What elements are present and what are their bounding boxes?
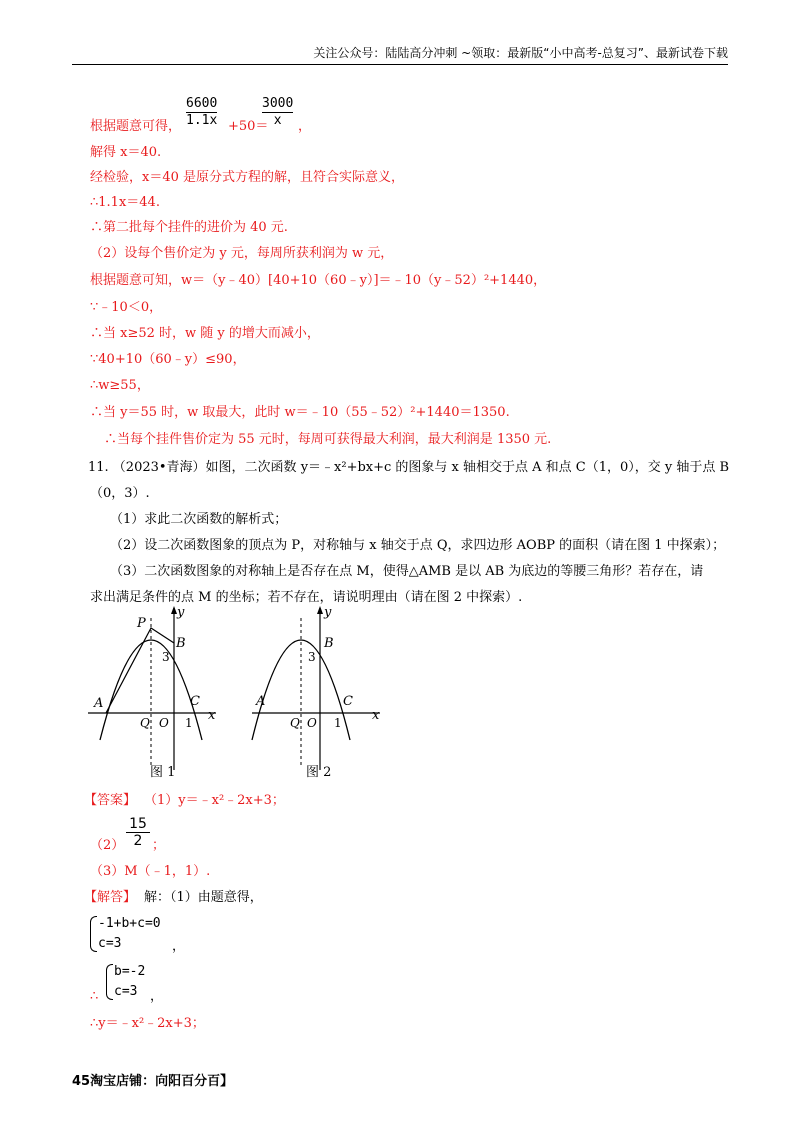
question-3-line1: （3）二次函数图象的对称轴上是否存在点 M，使得△AMB 是以 AB 为底边的等腰三角形？若存在，请 xyxy=(110,564,704,579)
problem-11-line1: 11. （2023•青海）如图，二次函数 y＝﹣x²+bx+c 的图象与 x 轴相交于点 A 和点 C（1，0），交 y 轴于点 B xyxy=(88,460,730,475)
problem-11-line2: （0，3）. xyxy=(90,486,150,501)
figure-1 xyxy=(88,605,216,770)
sol-line: ∴1.1x＝44. xyxy=(90,195,160,210)
system2-eq1: b=-2 xyxy=(114,964,146,979)
figure-2 xyxy=(252,605,380,770)
system1-eq2: c=3 xyxy=(98,936,122,951)
fig1-label-1: 1 xyxy=(185,716,193,730)
question-1: （1）求此二次函数的解析式； xyxy=(110,512,288,527)
fig1-label-B: B xyxy=(176,636,186,651)
sol-line: ∴第二批每个挂件的进价为 40 元. xyxy=(90,220,288,235)
therefore-symbol: ∴ xyxy=(90,989,99,1004)
fig2-label-O: O xyxy=(307,716,317,730)
fig1-label-x: x xyxy=(208,708,216,723)
answer-2-denominator: 2 xyxy=(133,833,143,849)
sol-line: 经检验，x＝40 是原分式方程的解，且符合实际意义， xyxy=(90,170,405,185)
fig2-label-C: C xyxy=(343,694,353,709)
explain-intro: 解：（1）由题意得， xyxy=(144,890,263,905)
page-footer: 45淘宝店铺：向阳百分百】 xyxy=(72,1074,234,1089)
question-3-line2: 求出满足条件的点 M 的坐标；若不存在，请说明理由（请在图 2 中探索）. xyxy=(90,590,523,605)
plus-50: +50＝ xyxy=(228,119,269,134)
fig1-label-C: C xyxy=(190,694,200,709)
system2-suffix: ， xyxy=(150,989,164,1004)
explain-tag: 【解答】 xyxy=(84,890,137,905)
equation-system-1 xyxy=(98,914,161,954)
answer-tag: 【答案】 xyxy=(84,793,137,808)
frac1-numerator: 6600 xyxy=(186,96,218,111)
fig1-label-Q: Q xyxy=(140,716,150,730)
system1-suffix: ， xyxy=(172,939,186,954)
fig2-label-Q: Q xyxy=(290,716,300,730)
fraction-6600 xyxy=(186,96,217,129)
question-2: （2）设二次函数图象的顶点为 P，对称轴与 x 轴交于点 Q，求四边形 AOBP 的面积（请在图 1 中探索）； xyxy=(110,538,726,553)
fig1-label-O: O xyxy=(159,716,169,730)
fig2-label-A: A xyxy=(256,694,266,709)
page-header: 关注公众号：陆陆高分冲刺 ~领取：最新版“小中高考-总复习”、最新试卷下载 xyxy=(72,44,728,65)
fig1-label-3: 3 xyxy=(162,650,170,664)
answer-1: （1）y＝﹣x²﹣2x+3； xyxy=(144,793,285,808)
sol-line: ∵40+10（60﹣y）≤90， xyxy=(90,352,246,367)
fig2-label-B: B xyxy=(324,636,334,651)
sol-line: ∴当 x≥52 时，w 随 y 的增大而减小， xyxy=(90,326,320,341)
explain-result: ∴y＝﹣x²﹣2x+3； xyxy=(90,1016,205,1031)
figure-1-caption: 图 1 xyxy=(150,765,176,780)
sol-line: ∴当每个挂件售价定为 55 元时，每周可获得最大利润，最大利润是 1350 元. xyxy=(104,432,552,447)
frac2-denominator: x xyxy=(273,113,282,128)
fig1-label-P: P xyxy=(137,616,146,631)
answer-2-fraction xyxy=(126,816,150,849)
frac2-numerator: 3000 xyxy=(262,96,294,111)
frac1-denominator: 1.1x xyxy=(186,113,218,128)
system2-eq2: c=3 xyxy=(114,984,138,999)
setup-suffix: ， xyxy=(298,119,312,134)
sol-line: ∵﹣10＜0， xyxy=(90,300,163,315)
sol-line: 解得 x＝40. xyxy=(90,145,162,160)
sol-line: （2）设每个售价定为 y 元，每周所获利润为 w 元， xyxy=(90,246,394,261)
fig2-label-y: y xyxy=(324,605,332,620)
figures-svg xyxy=(80,600,400,780)
sol-line: 根据题意可知，w＝（y﹣40）[40+10（60﹣y）]＝﹣10（y﹣52）²+1440， xyxy=(90,273,547,288)
sol-line: ∴w≥55， xyxy=(90,378,150,393)
fig1-label-y: y xyxy=(177,605,185,620)
fig1-quadrilateral xyxy=(106,628,174,713)
fig1-label-A: A xyxy=(94,696,104,711)
fig2-y-arrow xyxy=(317,606,323,614)
fraction-3000 xyxy=(262,96,293,129)
sol-line: ∴当 y＝55 时，w 取最大，此时 w＝﹣10（55﹣52）²+1440＝1350. xyxy=(90,405,510,420)
equation-system-2 xyxy=(114,962,145,1002)
setup-prefix: 根据题意可得， xyxy=(90,119,182,134)
answer-3: （3）M（﹣1，1）. xyxy=(90,864,211,879)
answer-2-numerator: 15 xyxy=(126,816,150,833)
figure-2-caption: 图 2 xyxy=(306,765,332,780)
answer-2-suffix: ； xyxy=(152,838,166,853)
system1-eq1: -1+b+c=0 xyxy=(98,916,161,931)
fig2-label-3: 3 xyxy=(308,650,316,664)
fig2-label-x: x xyxy=(372,708,380,723)
fig2-label-1: 1 xyxy=(334,716,342,730)
answer-2-prefix: （2） xyxy=(90,838,125,853)
